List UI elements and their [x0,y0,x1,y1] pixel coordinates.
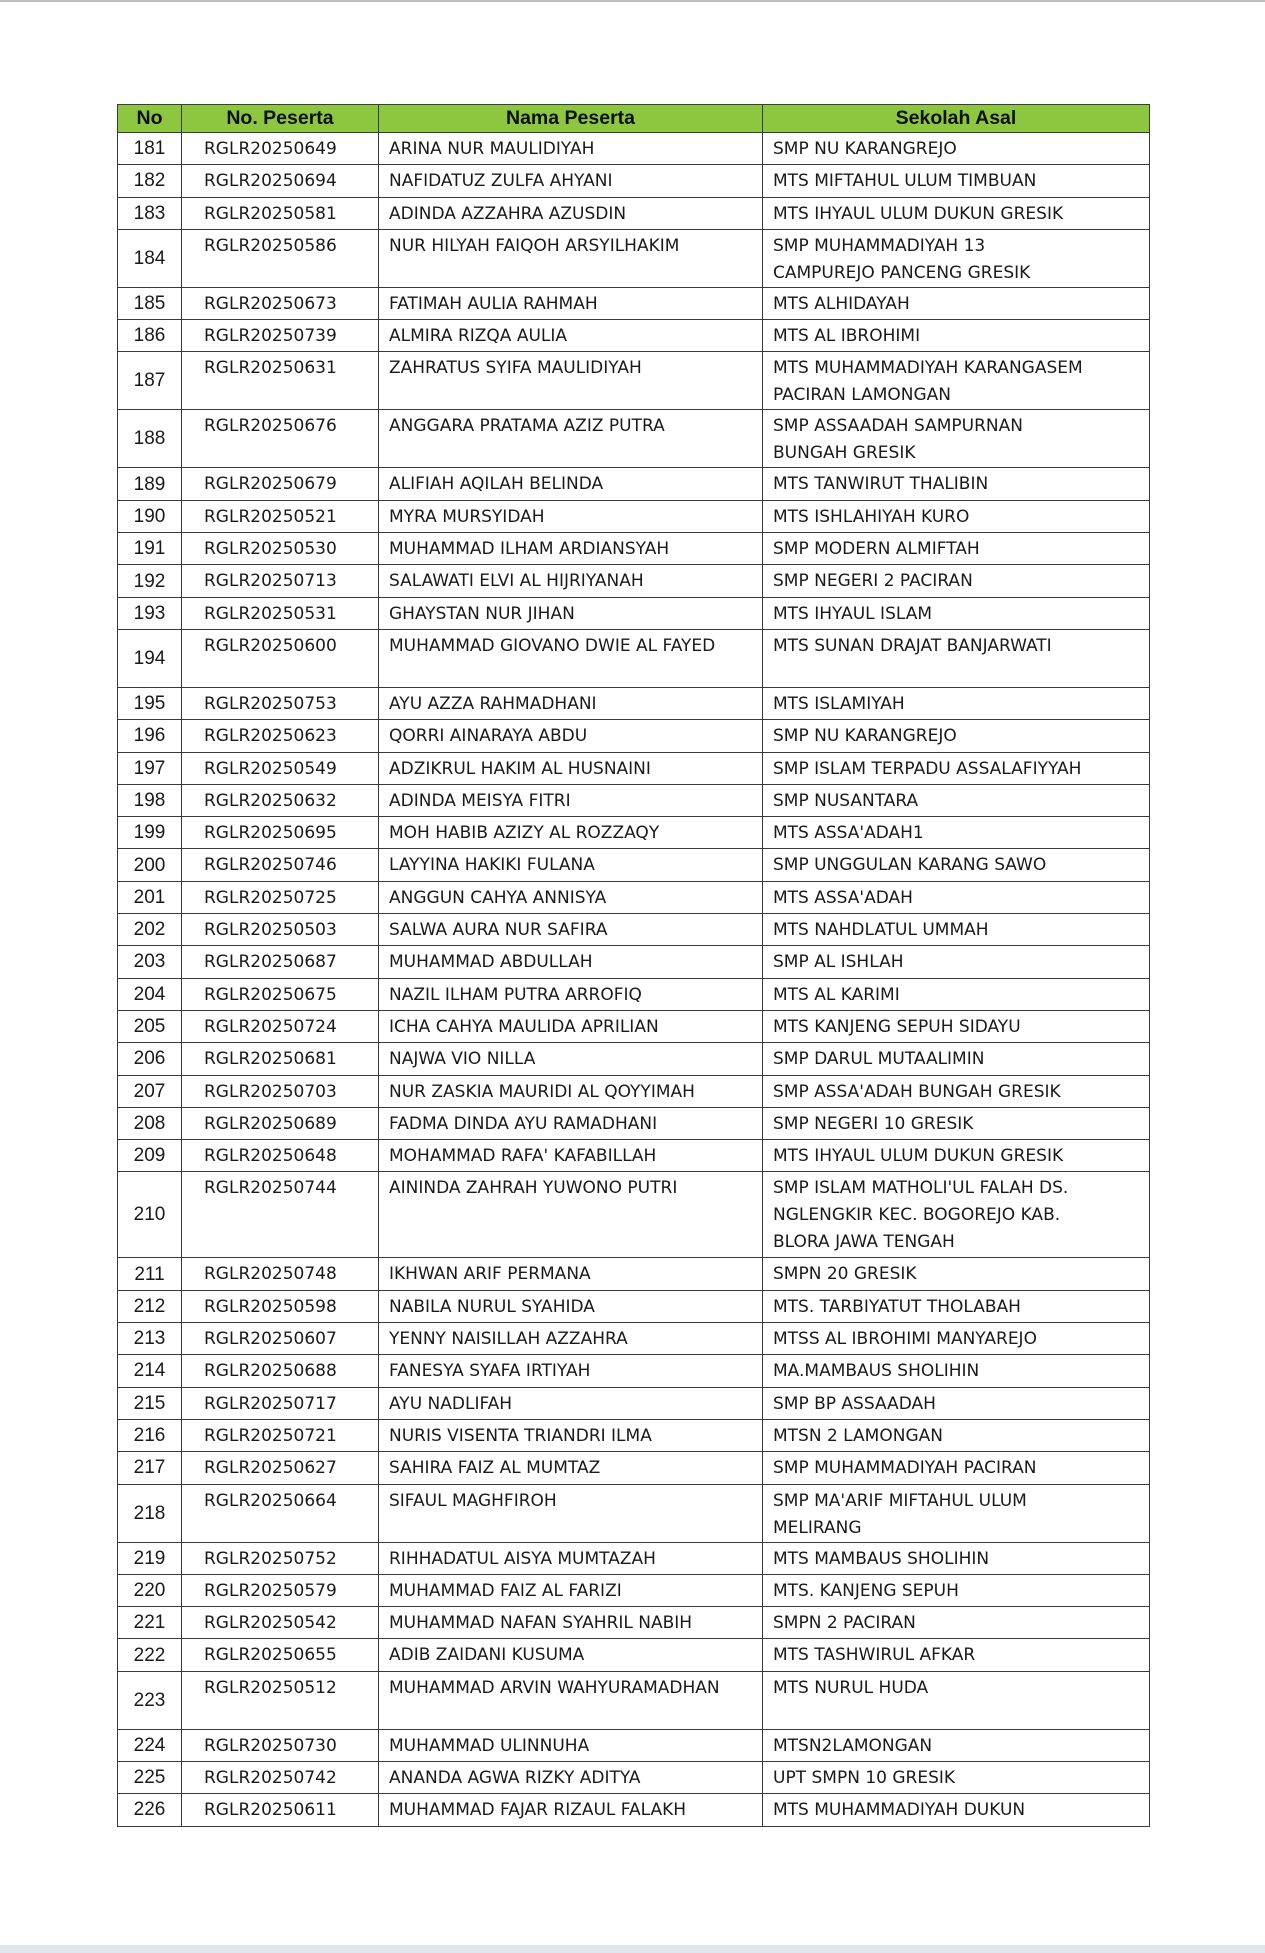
participant-number: RGLR20250579 [182,1574,379,1606]
table-row [118,1484,1150,1542]
row-number: 193 [118,597,182,629]
row-number: 207 [118,1075,182,1107]
school-origin [763,500,1150,532]
table-row [118,1419,1150,1451]
table-row [118,1075,1150,1107]
participant-name: FATIMAH AULIA RAHMAH [379,287,763,319]
table-row [118,1258,1150,1290]
school-origin-line: SMP NEGERI 2 PACIRAN [773,571,973,592]
school-origin [763,1639,1150,1671]
participant-number: RGLR20250703 [182,1075,379,1107]
participant-name: ADINDA AZZAHRA AZUSDIN [379,197,763,229]
table-row [118,597,1150,629]
table-row [118,1387,1150,1419]
participant-number: RGLR20250503 [182,914,379,946]
participant-number: RGLR20250695 [182,817,379,849]
participant-name: ICHA CAHYA MAULIDA APRILIAN [379,1010,763,1042]
participant-number: RGLR20250721 [182,1419,379,1451]
school-origin [763,1419,1150,1451]
school-origin-line: MA.MAMBAUS SHOLIHIN [773,1361,980,1382]
school-origin [763,1010,1150,1042]
participant-name: FADMA DINDA AYU RAMADHANI [379,1107,763,1139]
school-origin [763,720,1150,752]
table-header [118,105,1150,133]
participant-number: RGLR20250531 [182,597,379,629]
participant-number: RGLR20250688 [182,1355,379,1387]
row-number: 191 [118,533,182,565]
table-row [118,978,1150,1010]
table-row [118,1355,1150,1387]
participant-name: ALIFIAH AQILAH BELINDA [379,468,763,500]
school-origin-line: MTS ASSA'ADAH1 [773,823,924,844]
participant-sheet [117,104,1150,1827]
school-origin-line: MTS IHYAUL ULUM DUKUN GRESIK [773,1146,1064,1167]
row-number: 204 [118,978,182,1010]
school-origin [763,1075,1150,1107]
participant-number: RGLR20250713 [182,565,379,597]
participant-number: RGLR20250681 [182,1043,379,1075]
participant-name: MUHAMMAD ARVIN WAHYURAMADHAN [379,1671,763,1729]
school-origin-line: UPT SMPN 10 GRESIK [773,1767,956,1788]
header-row [118,105,1150,133]
table-row [118,946,1150,978]
table-row [118,1542,1150,1574]
table-row [118,165,1150,197]
school-origin-line: SMP NU KARANGREJO [773,139,957,159]
school-origin-line: MTS IHYAUL ISLAM [773,603,933,624]
participant-number: RGLR20250530 [182,533,379,565]
school-origin-line: MTSN 2 LAMONGAN [773,1425,943,1446]
row-number: 206 [118,1043,182,1075]
participant-number: RGLR20250752 [182,1542,379,1574]
participant-number: RGLR20250664 [182,1484,379,1542]
school-origin [763,1729,1150,1761]
school-origin-line: MTS AL KARIMI [773,984,900,1005]
row-number: 181 [118,133,182,165]
school-origin-line: MTSN2LAMONGAN [773,1735,933,1756]
row-number: 184 [118,229,182,287]
school-origin-line: MTS NAHDLATUL UMMAH [773,920,989,941]
participant-name: SALAWATI ELVI AL HIJRIYANAH [379,565,763,597]
table-row [118,1794,1150,1826]
school-origin [763,1794,1150,1826]
school-origin-line: MTS ISHLAHIYAH KURO [773,506,970,527]
participant-name: GHAYSTAN NUR JIHAN [379,597,763,629]
school-origin [763,133,1150,165]
header-participant-name: Nama Peserta [379,105,763,133]
row-number: 192 [118,565,182,597]
participant-name: NAFIDATUZ ZULFA AHYANI [379,165,763,197]
row-number: 200 [118,849,182,881]
header-no: No [118,105,182,133]
row-number: 220 [118,1574,182,1606]
school-origin [763,914,1150,946]
school-origin [763,752,1150,784]
school-origin [763,410,1150,468]
participant-name: NAJWA VIO NILLA [379,1043,763,1075]
row-number: 186 [118,320,182,352]
participant-number: RGLR20250611 [182,1794,379,1826]
participant-name: AYU NADLIFAH [379,1387,763,1419]
row-number: 197 [118,752,182,784]
school-origin [763,978,1150,1010]
participant-table [117,104,1150,1827]
row-number: 196 [118,720,182,752]
table-row [118,468,1150,500]
participant-name: AININDA ZAHRAH YUWONO PUTRI [379,1172,763,1258]
participant-name: NUR HILYAH FAIQOH ARSYILHAKIM [379,229,763,287]
table-row [118,565,1150,597]
row-number: 214 [118,1355,182,1387]
participant-name: AYU AZZA RAHMADHANI [379,687,763,719]
school-origin [763,817,1150,849]
participant-number: RGLR20250694 [182,165,379,197]
school-origin-line: MTSS AL IBROHIMI MANYAREJO [773,1329,1037,1350]
row-number: 189 [118,468,182,500]
school-origin-line: MTS TANWIRUT THALIBIN [773,474,989,495]
participant-name: MUHAMMAD ABDULLAH [379,946,763,978]
participant-number: RGLR20250542 [182,1607,379,1639]
participant-number: RGLR20250746 [182,849,379,881]
row-number: 210 [118,1172,182,1258]
school-origin [763,1172,1150,1258]
school-origin [763,1542,1150,1574]
school-origin-line: MTS. KANJENG SEPUH [773,1580,959,1601]
school-origin-line: MTS. TARBIYATUT THOLABAH [773,1296,1021,1317]
participant-number: RGLR20250581 [182,197,379,229]
school-origin [763,320,1150,352]
row-number: 183 [118,197,182,229]
participant-name: MOHAMMAD RAFA' KAFABILLAH [379,1140,763,1172]
school-origin [763,287,1150,319]
school-origin [763,352,1150,410]
table-row [118,1323,1150,1355]
participant-name: ARINA NUR MAULIDIYAH [379,133,763,165]
participant-number: RGLR20250675 [182,978,379,1010]
table-row [118,1140,1150,1172]
participant-number: RGLR20250549 [182,752,379,784]
row-number: 219 [118,1542,182,1574]
participant-number: RGLR20250744 [182,1172,379,1258]
participant-name: MOH HABIB AZIZY AL ROZZAQY [379,817,763,849]
participant-name: FANESYA SYAFA IRTIYAH [379,1355,763,1387]
row-number: 223 [118,1671,182,1729]
row-number: 209 [118,1140,182,1172]
participant-number: RGLR20250627 [182,1452,379,1484]
school-origin-line: SMP ASSAADAH SAMPURNAN [773,416,1023,437]
participant-name: ZAHRATUS SYIFA MAULIDIYAH [379,352,763,410]
school-origin [763,1323,1150,1355]
header-school-origin: Sekolah Asal [763,105,1150,133]
school-origin [763,687,1150,719]
school-origin [763,1387,1150,1419]
school-origin-line: SMPN 2 PACIRAN [773,1613,916,1634]
participant-name: ADIB ZAIDANI KUSUMA [379,1639,763,1671]
school-origin-line: CAMPUREJO PANCENG GRESIK [773,262,1031,283]
participant-number: RGLR20250607 [182,1323,379,1355]
participant-number: RGLR20250631 [182,352,379,410]
table-row [118,1290,1150,1322]
table-row [118,914,1150,946]
row-number: 225 [118,1761,182,1793]
participant-number: RGLR20250586 [182,229,379,287]
participant-number: RGLR20250600 [182,629,379,687]
participant-name: NABILA NURUL SYAHIDA [379,1290,763,1322]
table-row [118,1729,1150,1761]
row-number: 188 [118,410,182,468]
participant-number: RGLR20250679 [182,468,379,500]
table-row [118,1607,1150,1639]
row-number: 202 [118,914,182,946]
table-row [118,1761,1150,1793]
participant-name: IKHWAN ARIF PERMANA [379,1258,763,1290]
school-origin [763,197,1150,229]
school-origin-line: SMP ASSA'ADAH BUNGAH GRESIK [773,1081,1061,1102]
participant-name: MUHAMMAD GIOVANO DWIE AL FAYED [379,629,763,687]
school-origin [763,1107,1150,1139]
table-row [118,629,1150,687]
school-origin-line: SMP NEGERI 10 GRESIK [773,1113,974,1134]
school-origin-line: SMP ISLAM TERPADU ASSALAFIYYAH [773,758,1082,779]
participant-number: RGLR20250725 [182,881,379,913]
participant-number: RGLR20250742 [182,1761,379,1793]
table-row [118,1107,1150,1139]
row-number: 213 [118,1323,182,1355]
participant-name: RIHHADATUL AISYA MUMTAZAH [379,1542,763,1574]
table-row [118,133,1150,165]
row-number: 194 [118,629,182,687]
school-origin [763,1355,1150,1387]
row-number: 222 [118,1639,182,1671]
header-participant-no: No. Peserta [182,105,379,133]
school-origin [763,533,1150,565]
school-origin-line: MTS AL IBROHIMI [773,326,921,347]
row-number: 218 [118,1484,182,1542]
table-row [118,849,1150,881]
participant-name: MUHAMMAD NAFAN SYAHRIL NABIH [379,1607,763,1639]
participant-name: YENNY NAISILLAH AZZAHRA [379,1323,763,1355]
school-origin-line: SMP MODERN ALMIFTAH [773,539,980,560]
participant-number: RGLR20250717 [182,1387,379,1419]
participant-name: ALMIRA RIZQA AULIA [379,320,763,352]
school-origin-line: BUNGAH GRESIK [773,443,916,464]
row-number: 217 [118,1452,182,1484]
table-row [118,1010,1150,1042]
row-number: 203 [118,946,182,978]
table-row [118,881,1150,913]
row-number: 187 [118,352,182,410]
row-number: 205 [118,1010,182,1042]
participant-number: RGLR20250753 [182,687,379,719]
row-number: 185 [118,287,182,319]
school-origin [763,1043,1150,1075]
table-row [118,320,1150,352]
school-origin [763,784,1150,816]
school-origin [763,1484,1150,1542]
school-origin [763,881,1150,913]
school-origin-line: MTS KANJENG SEPUH SIDAYU [773,1016,1021,1037]
row-number: 216 [118,1419,182,1451]
row-number: 215 [118,1387,182,1419]
table-row [118,784,1150,816]
row-number: 182 [118,165,182,197]
participant-number: RGLR20250512 [182,1671,379,1729]
participant-number: RGLR20250598 [182,1290,379,1322]
scan-bottom-edge [0,1945,1265,1953]
participant-name: MUHAMMAD FAJAR RIZAUL FALAKH [379,1794,763,1826]
table-row [118,229,1150,287]
row-number: 224 [118,1729,182,1761]
row-number: 212 [118,1290,182,1322]
row-number: 190 [118,500,182,532]
school-origin [763,229,1150,287]
school-origin-line: MTS IHYAUL ULUM DUKUN GRESIK [773,203,1064,224]
participant-number: RGLR20250676 [182,410,379,468]
school-origin [763,629,1150,687]
school-origin-line: MTS ALHIDAYAH [773,293,910,314]
school-origin-line: SMP ISLAM MATHOLI'UL FALAH DS. [773,1178,1069,1199]
school-origin-line: SMPN 20 GRESIK [773,1264,917,1285]
participant-name: SAHIRA FAIZ AL MUMTAZ [379,1452,763,1484]
participant-name: MYRA MURSYIDAH [379,500,763,532]
participant-name: ANANDA AGWA RIZKY ADITYA [379,1761,763,1793]
participant-number: RGLR20250655 [182,1639,379,1671]
school-origin [763,946,1150,978]
school-origin-line: MTS MIFTAHUL ULUM TIMBUAN [773,171,1037,192]
school-origin [763,849,1150,881]
school-origin-line: MTS MAMBAUS SHOLIHIN [773,1548,990,1569]
school-origin-line: SMP UNGGULAN KARANG SAWO [773,855,1047,876]
table-row [118,817,1150,849]
school-origin [763,1607,1150,1639]
school-origin-line: MTS SUNAN DRAJAT BANJARWATI [773,635,1052,656]
school-origin-line: SMP NU KARANGREJO [773,726,957,747]
table-row [118,287,1150,319]
participant-number: RGLR20250673 [182,287,379,319]
participant-number: RGLR20250648 [182,1140,379,1172]
school-origin [763,1761,1150,1793]
participant-number: RGLR20250724 [182,1010,379,1042]
participant-number: RGLR20250748 [182,1258,379,1290]
table-row [118,1671,1150,1729]
row-number: 199 [118,817,182,849]
participant-name: SIFAUL MAGHFIROH [379,1484,763,1542]
participant-name: NAZIL ILHAM PUTRA ARROFIQ [379,978,763,1010]
participant-name: SALWA AURA NUR SAFIRA [379,914,763,946]
scan-top-edge [0,0,1265,2]
school-origin [763,1140,1150,1172]
school-origin-line: SMP NUSANTARA [773,790,919,811]
school-origin [763,1452,1150,1484]
table-row [118,720,1150,752]
participant-name: QORRI AINARAYA ABDU [379,720,763,752]
school-origin [763,1574,1150,1606]
school-origin [763,165,1150,197]
school-origin-line: MELIRANG [773,1517,862,1538]
row-number: 198 [118,784,182,816]
school-origin-line: MTS TASHWIRUL AFKAR [773,1645,976,1666]
table-row [118,197,1150,229]
participant-number: RGLR20250689 [182,1107,379,1139]
table-row [118,352,1150,410]
school-origin-line: SMP BP ASSAADAH [773,1393,936,1414]
table-row [118,410,1150,468]
school-origin-line: SMP MUHAMMADIYAH 13 [773,235,986,256]
school-origin [763,1290,1150,1322]
row-number: 221 [118,1607,182,1639]
school-origin [763,597,1150,629]
school-origin-line: NGLENGKIR KEC. BOGOREJO KAB. [773,1205,1061,1226]
school-origin [763,1671,1150,1729]
school-origin-line: MTS MUHAMMADIYAH KARANGASEM [773,358,1083,379]
table-body [118,133,1150,1827]
participant-name: MUHAMMAD FAIZ AL FARIZI [379,1574,763,1606]
table-row [118,1574,1150,1606]
participant-name: ADZIKRUL HAKIM AL HUSNAINI [379,752,763,784]
school-origin-line: SMP DARUL MUTAALIMIN [773,1049,985,1070]
participant-name: NURIS VISENTA TRIANDRI ILMA [379,1419,763,1451]
school-origin-line: SMP MA'ARIF MIFTAHUL ULUM [773,1490,1027,1511]
school-origin [763,468,1150,500]
table-row [118,752,1150,784]
participant-name: MUHAMMAD ULINNUHA [379,1729,763,1761]
participant-number: RGLR20250521 [182,500,379,532]
participant-name: NUR ZASKIA MAURIDI AL QOYYIMAH [379,1075,763,1107]
table-row [118,500,1150,532]
table-row [118,1639,1150,1671]
row-number: 195 [118,687,182,719]
participant-number: RGLR20250687 [182,946,379,978]
school-origin-line: MTS MUHAMMADIYAH DUKUN [773,1800,1026,1821]
table-row [118,1452,1150,1484]
participant-name: ANGGUN CAHYA ANNISYA [379,881,763,913]
participant-name: LAYYINA HAKIKI FULANA [379,849,763,881]
row-number: 201 [118,881,182,913]
row-number: 208 [118,1107,182,1139]
participant-name: MUHAMMAD ILHAM ARDIANSYAH [379,533,763,565]
participant-name: ADINDA MEISYA FITRI [379,784,763,816]
school-origin-line: SMP MUHAMMADIYAH PACIRAN [773,1458,1037,1479]
participant-number: RGLR20250739 [182,320,379,352]
row-number: 226 [118,1794,182,1826]
school-origin-line: MTS NURUL HUDA [773,1677,929,1698]
table-row [118,687,1150,719]
participant-name: ANGGARA PRATAMA AZIZ PUTRA [379,410,763,468]
school-origin-line: PACIRAN LAMONGAN [773,385,952,406]
school-origin-line: BLORA JAWA TENGAH [773,1232,955,1253]
participant-number: RGLR20250649 [182,133,379,165]
table-row [118,1172,1150,1258]
participant-number: RGLR20250632 [182,784,379,816]
school-origin-line: MTS ISLAMIYAH [773,693,905,714]
school-origin-line: SMP AL ISHLAH [773,952,904,973]
school-origin-line: MTS ASSA'ADAH [773,887,913,908]
participant-number: RGLR20250730 [182,1729,379,1761]
school-origin [763,565,1150,597]
school-origin [763,1258,1150,1290]
table-row [118,533,1150,565]
row-number: 211 [118,1258,182,1290]
participant-number: RGLR20250623 [182,720,379,752]
table-row [118,1043,1150,1075]
